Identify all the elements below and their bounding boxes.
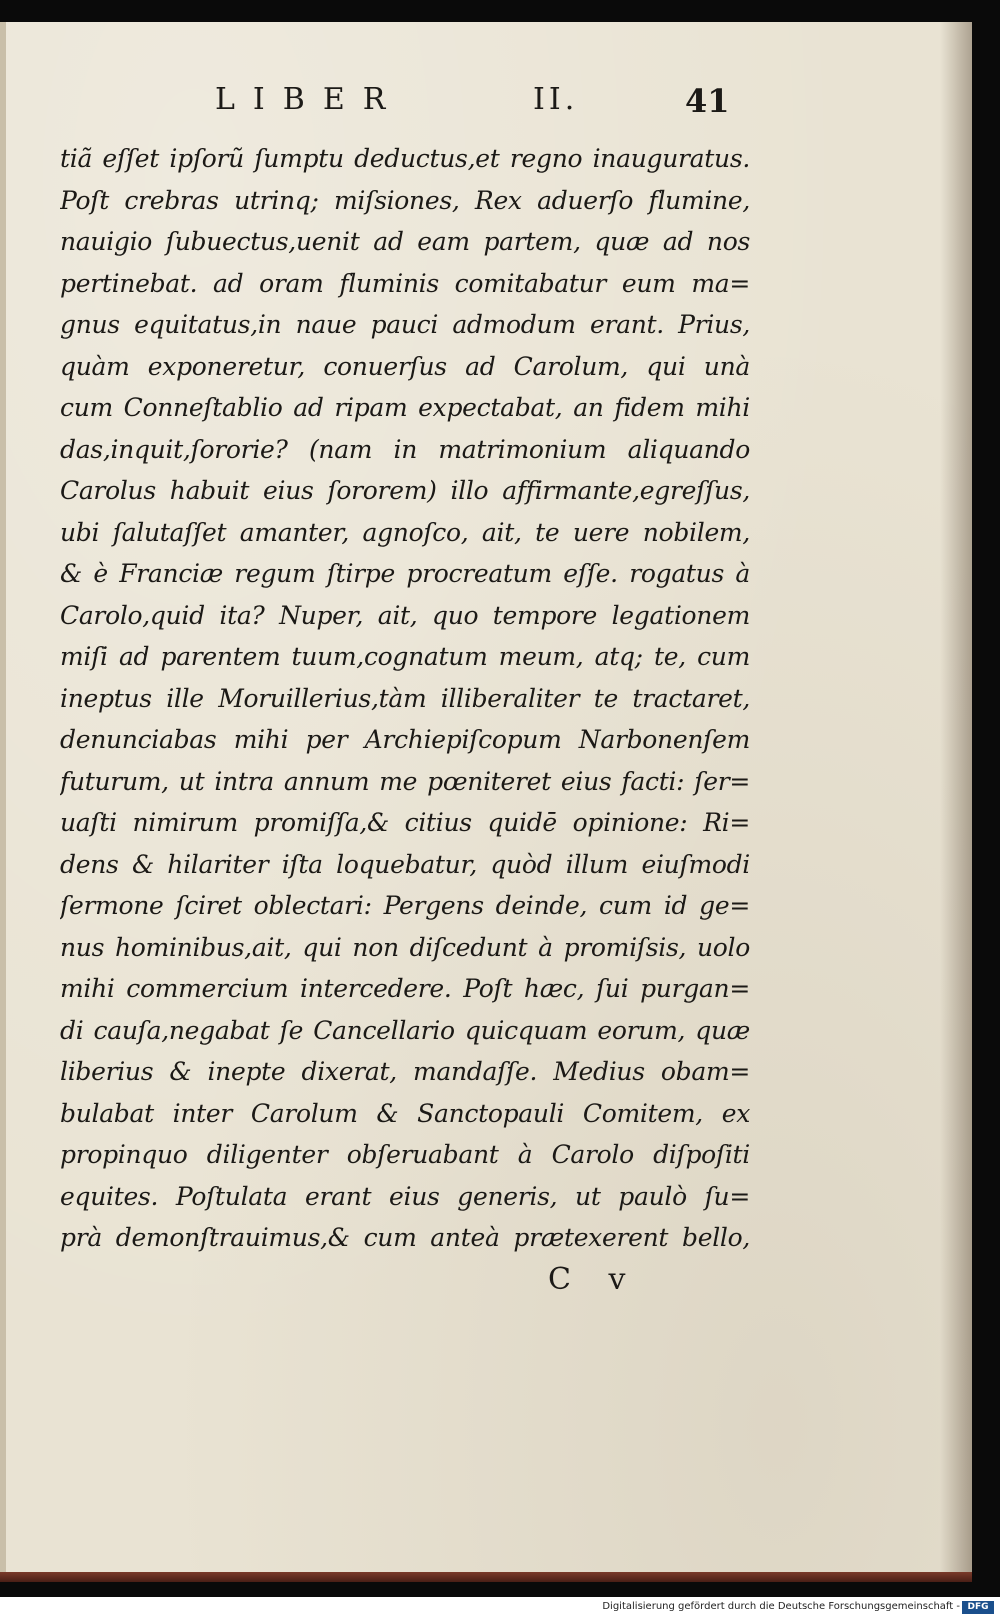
text-line: gnus equitatus,in naue pauci admodum erant. Prius, bbox=[60, 310, 750, 339]
page-bottom-edge bbox=[0, 1572, 972, 1582]
text-line: mihi commercium intercedere. Poſt hæc, ſui purgan= bbox=[60, 974, 750, 1003]
text-line: Carolo,quid ita? Nuper, ait, quo tempore legationem bbox=[60, 600, 750, 630]
text-line: ineptus ille Moruillerius,tàm illiberaliter te tractaret, bbox=[60, 683, 750, 713]
text-line: liberius & inepte dixerat, mandaſſe. Medius obam= bbox=[60, 1057, 750, 1086]
text-line: bulabat inter Carolum & Sanctopauli Comitem, ex bbox=[60, 1098, 750, 1128]
page-edge-left bbox=[0, 22, 6, 1582]
text-line: denunciabas mihi per Archiepiſcopum Narbonenſem bbox=[60, 725, 750, 754]
text-line: pertinebat. ad oram fluminis comitabatur eum ma= bbox=[60, 268, 750, 298]
digitization-note: Digitalisierung gefördert durch die Deutsche Forschungsgemeinschaft - bbox=[602, 1601, 960, 1612]
text-line: di cauſa,negabat ſe Cancellario quicquam eorum, quæ bbox=[60, 1015, 750, 1045]
dfg-logo: DFG bbox=[962, 1601, 994, 1614]
text-line: futurum, ut intra annum me pœniteret eius facti: ſer= bbox=[60, 766, 750, 796]
text-line: tiã eſſet ipſorũ ſumptu deductus,et regno inauguratus. bbox=[60, 144, 750, 173]
text-line: dens & hilariter iſta loquebatur, quòd illum eiuſmodi bbox=[60, 849, 750, 879]
signature-mark: C v bbox=[548, 1262, 640, 1297]
text-line: equites. Poſtulata erant eius generis, ut paulò ſu= bbox=[60, 1181, 750, 1211]
running-header bbox=[215, 82, 755, 122]
text-line: uaſti nimirum promiſſa,& citius quidē opinione: Ri= bbox=[60, 808, 750, 837]
text-line: ubi ſalutaſſet amanter, agnoſco, ait, te uere nobilem, bbox=[60, 517, 750, 547]
text-line: nus hominibus,ait, qui non diſcedunt à promiſsis, uolo bbox=[60, 932, 750, 962]
text-line: miſi ad parentem tuum,cognatum meum, atq; te, cum bbox=[60, 642, 750, 671]
text-line: Poſt crebras utrinq; miſsiones, Rex aduerſo flumine, bbox=[60, 185, 750, 215]
text-line: prà demonſtrauimus,& cum anteà prætexerent bello, bbox=[60, 1223, 750, 1252]
text-line: propinquo diligenter obſeruabant à Carolo diſpoſiti bbox=[60, 1140, 750, 1169]
gutter-shadow bbox=[940, 22, 972, 1582]
folio-number: 41 bbox=[685, 82, 730, 120]
book-number: II. bbox=[533, 82, 579, 117]
running-title: LIBER bbox=[215, 82, 404, 117]
text-line: quàm exponeretur, conuerſus ad Carolum, qui unà bbox=[60, 351, 750, 381]
text-line: Carolus habuit eius ſororem) illo affirmante,egreſſus, bbox=[60, 476, 750, 505]
text-line: ſermone ſciret oblectari: Pergens deinde, cum id ge= bbox=[60, 891, 750, 920]
text-line: & è Franciæ regum ſtirpe procreatum eſſe. rogatus à bbox=[60, 559, 750, 588]
text-line: nauigio ſubuectus,uenit ad eam partem, quæ ad nos bbox=[60, 227, 750, 256]
body-text bbox=[60, 138, 750, 1259]
text-line: cum Conneſtablio ad ripam expectabat, an fidem mihi bbox=[60, 393, 750, 422]
text-line: das,inquit,ſororie? (nam in matrimonium aliquando bbox=[60, 434, 750, 464]
